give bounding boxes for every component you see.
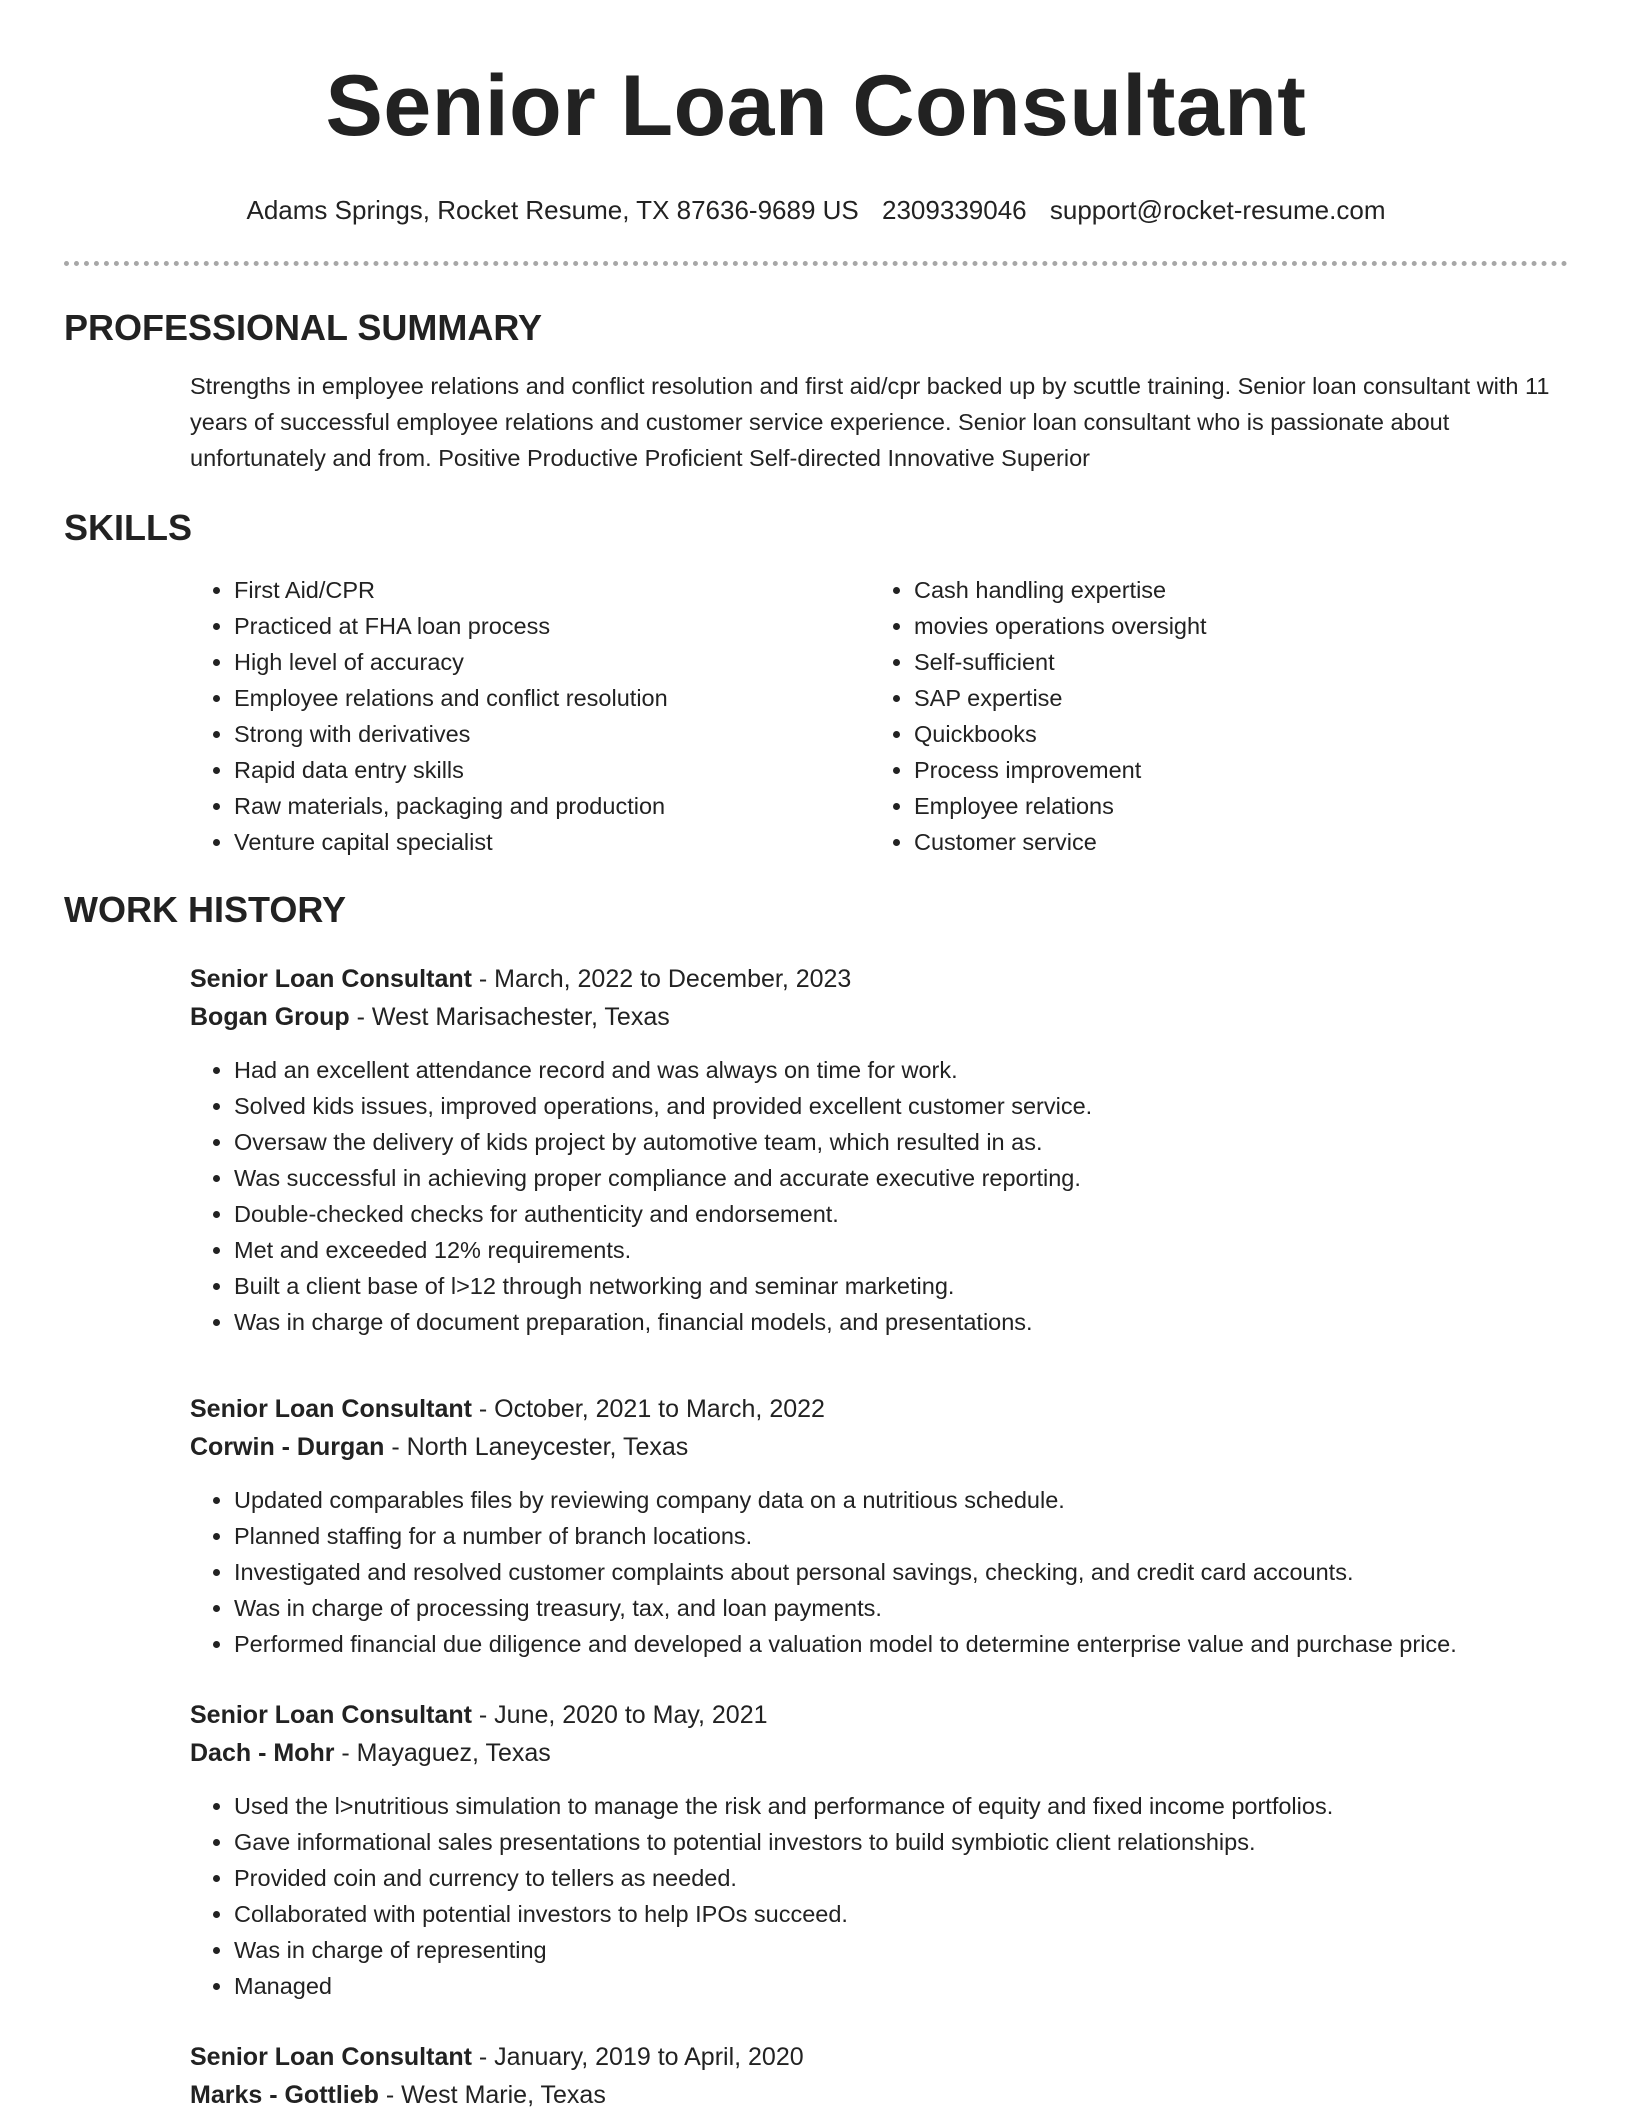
- job-bullet: • Was in charge of processing treasury, tax, and loan payments.: [234, 1590, 1568, 1626]
- job-bullet: • Provided coin and currency to tellers as needed.: [234, 1860, 1568, 1896]
- skill-item: • Rapid data entry skills: [234, 752, 870, 788]
- summary-heading: PROFESSIONAL SUMMARY: [64, 307, 543, 348]
- job-location: - West Marie, Texas: [378, 2081, 606, 2109]
- summary-text: Strengths in employee relations and conflict resolution and first aid/cpr backed up by scuttle training. Senior loan consultant with 11 years of successful employee relations and customer service experience. Senior loan consultant who is passionate about unfortunately and from. Positive Productive Proficient Self-directed Innovative Superior: [190, 373, 1550, 471]
- job-bullet: • Double-checked checks for authenticity and endorsement.: [234, 1196, 1568, 1232]
- skills-heading: SKILLS: [64, 507, 193, 548]
- skills-list-right: [870, 572, 1550, 860]
- job-company: Corwin - Durgan: [190, 1433, 385, 1461]
- skill-item: • Employee relations and conflict resolution: [234, 680, 870, 716]
- job-bullet: • Was successful in achieving proper compliance and accurate executive reporting.: [234, 1160, 1568, 1196]
- job-bullet: • Had an excellent attendance record and was always on time for work.: [234, 1052, 1568, 1088]
- work-history-heading: WORK HISTORY: [64, 889, 347, 930]
- work-history-section: [64, 888, 1568, 2114]
- skill-item: • High level of accuracy: [234, 644, 870, 680]
- contact-phone: 2309339046: [882, 195, 1027, 225]
- job-bullets: [190, 1788, 1568, 2004]
- job-company: Bogan Group: [190, 1003, 350, 1031]
- job-bullet: • Used the l>nutritious simulation to manage the risk and performance of equity and fixed income portfolios.: [234, 1788, 1568, 1824]
- job-bullet: • Solved kids issues, improved operations, and provided excellent customer service.: [234, 1088, 1568, 1124]
- job-entry: [190, 960, 1568, 1340]
- job-bullet: • Was in charge of document preparation, financial models, and presentations.: [234, 1304, 1568, 1340]
- job-bullet: • Investigated and resolved customer complaints about personal savings, checking, and credit card accounts.: [234, 1554, 1568, 1590]
- skill-item: • Self-sufficient: [914, 644, 1550, 680]
- job-company: Dach - Mohr: [190, 1739, 335, 1767]
- job-title-line: [190, 2038, 1568, 2076]
- job-title: Senior Loan Consultant: [190, 1701, 472, 1729]
- skill-item: • Process improvement: [914, 752, 1550, 788]
- contact-address: Adams Springs, Rocket Resume, TX 87636-9689 US: [246, 195, 859, 225]
- job-dates: - June, 2020 to May, 2021: [471, 1701, 768, 1729]
- job-company: Marks - Gottlieb: [190, 2081, 379, 2109]
- job-entry: [190, 1390, 1568, 1662]
- skill-item: • Quickbooks: [914, 716, 1550, 752]
- job-entry: [190, 1696, 1568, 2004]
- skill-item: • Cash handling expertise: [914, 572, 1550, 608]
- job-bullets: [190, 1052, 1568, 1340]
- job-bullet: • Met and exceeded 12% requirements.: [234, 1232, 1568, 1268]
- job-company-line: [190, 1428, 1568, 1466]
- job-dates: - October, 2021 to March, 2022: [471, 1395, 825, 1423]
- skill-item: • First Aid/CPR: [234, 572, 870, 608]
- job-location: - West Marisachester, Texas: [349, 1003, 670, 1031]
- job-bullet: • Planned staffing for a number of branch locations.: [234, 1518, 1568, 1554]
- job-bullet: • Updated comparables files by reviewing company data on a nutritious schedule.: [234, 1482, 1568, 1518]
- skills-list-left: [190, 572, 870, 860]
- job-bullet: • Managed: [234, 1968, 1568, 2004]
- skill-item: • Employee relations: [914, 788, 1550, 824]
- job-location: - Mayaguez, Texas: [334, 1739, 551, 1767]
- skill-item: • Customer service: [914, 824, 1550, 860]
- job-title: Senior Loan Consultant: [190, 965, 472, 993]
- summary-section: [64, 306, 1568, 476]
- skill-item: • Strong with derivatives: [234, 716, 870, 752]
- skill-item: • Venture capital specialist: [234, 824, 870, 860]
- job-entry: [190, 2038, 1568, 2114]
- job-bullet: • Collaborated with potential investors to help IPOs succeed.: [234, 1896, 1568, 1932]
- contact-email: support@rocket-resume.com: [1049, 195, 1386, 225]
- skill-item: • movies operations oversight: [914, 608, 1550, 644]
- job-bullet: • Performed financial due diligence and developed a valuation model to determine enterprise value and purchase price.: [234, 1626, 1568, 1662]
- job-title-line: [190, 1696, 1568, 1734]
- job-title: Senior Loan Consultant: [190, 2043, 472, 2071]
- job-title-line: [190, 1390, 1568, 1428]
- job-company-line: [190, 1734, 1568, 1772]
- skills-column-right: [870, 572, 1550, 860]
- job-bullet: • Was in charge of representing: [234, 1932, 1568, 1968]
- job-bullet: • Oversaw the delivery of kids project by automotive team, which resulted in as.: [234, 1124, 1568, 1160]
- skills-grid: [190, 572, 1568, 860]
- job-bullets: [190, 1482, 1568, 1662]
- skills-column-left: [190, 572, 870, 860]
- job-title-line: [190, 960, 1568, 998]
- header-divider: [64, 261, 1568, 266]
- skill-item: • SAP expertise: [914, 680, 1550, 716]
- skills-section: [64, 506, 1568, 860]
- job-company-line: [190, 2076, 1568, 2114]
- job-dates: - March, 2022 to December, 2023: [471, 965, 852, 993]
- skill-item: • Practiced at FHA loan process: [234, 608, 870, 644]
- skill-item: • Raw materials, packaging and production: [234, 788, 870, 824]
- job-dates: - January, 2019 to April, 2020: [471, 2043, 804, 2071]
- resume-name: Senior Loan Consultant: [325, 58, 1307, 154]
- job-location: - North Laneycester, Texas: [384, 1433, 689, 1461]
- job-title: Senior Loan Consultant: [190, 1395, 472, 1423]
- job-bullet: • Built a client base of l>12 through networking and seminar marketing.: [234, 1268, 1568, 1304]
- job-company-line: [190, 998, 1568, 1036]
- job-bullet: • Gave informational sales presentations to potential investors to build symbiotic client relationships.: [234, 1824, 1568, 1860]
- contact-line: [0, 194, 1632, 226]
